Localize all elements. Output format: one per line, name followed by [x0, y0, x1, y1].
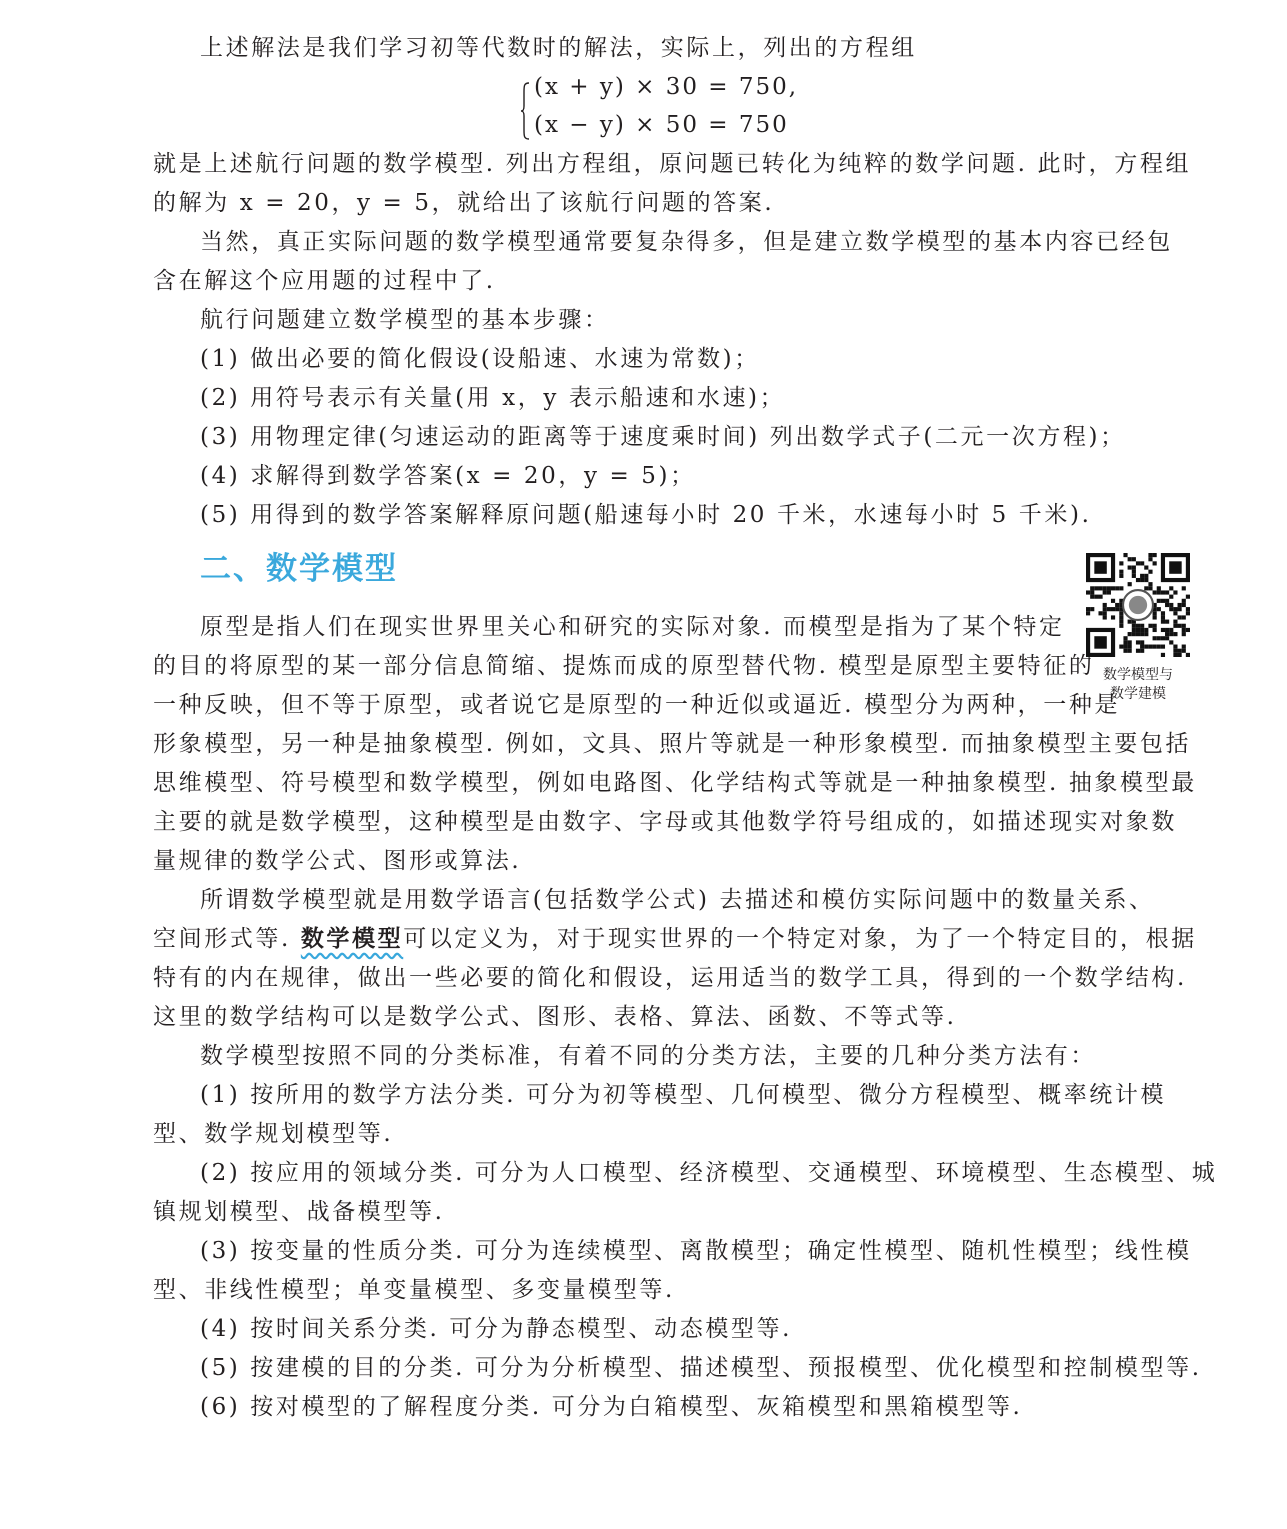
paragraph-classification-intro: 数学模型按照不同的分类标准，有着不同的分类方法，主要的几种分类方法有：	[200, 1043, 1096, 1069]
classification-item: (4) 按时间关系分类. 可分为静态模型、动态模型等.	[200, 1316, 793, 1342]
classification-item: (3) 按变量的性质分类. 可分为连续模型、离散模型；确定性模型、随机性模型；线性模	[200, 1238, 1192, 1264]
paragraph-definition-line2	[153, 924, 1197, 954]
step-item: (3) 用物理定律(匀速运动的距离等于速度乘时间) 列出数学式子(二元一次方程)；	[200, 424, 1126, 450]
paragraph-prototype-line: 主要的就是数学模型，这种模型是由数字、字母或其他数学符号组成的，如描述现实对象数	[153, 809, 1177, 835]
step-item: (2) 用符号表示有关量(用 x，y 表示船速和水速)；	[200, 385, 786, 411]
paragraph-prototype-line: 量规律的数学公式、图形或算法.	[153, 848, 522, 874]
equation-brace	[520, 82, 530, 140]
step-item: (5) 用得到的数学答案解释原问题(船速每小时 20 千米，水速每小时 5 千米).	[200, 502, 1092, 528]
paragraph-intro: 上述解法是我们学习初等代数时的解法，实际上，列出的方程组	[200, 35, 917, 61]
classification-item: (1) 按所用的数学方法分类. 可分为初等模型、几何模型、微分方程模型、概率统计模	[200, 1082, 1167, 1108]
qr-code-icon[interactable]	[1086, 553, 1190, 657]
classification-item: (6) 按对模型的了解程度分类. 可分为白箱模型、灰箱模型和黑箱模型等.	[200, 1394, 1023, 1420]
paragraph-definition-line1: 所谓数学模型就是用数学语言(包括数学公式) 去描述和模仿实际问题中的数量关系、	[200, 887, 1155, 913]
classification-item: (5) 按建模的目的分类. 可分为分析模型、描述模型、预报模型、优化模型和控制模型等.	[200, 1355, 1202, 1381]
steps-intro: 航行问题建立数学模型的基本步骤：	[200, 307, 610, 333]
classification-item-cont: 镇规划模型、战备模型等.	[153, 1199, 445, 1225]
qr-caption-line2: 数学建模	[1110, 686, 1166, 702]
paragraph-definition-line4: 这里的数学结构可以是数学公式、图形、表格、算法、函数、不等式等.	[153, 1004, 957, 1030]
classification-item-cont: 型、非线性模型；单变量模型、多变量模型等.	[153, 1277, 675, 1303]
equation-2: (x − y) × 50 = 750	[534, 112, 789, 138]
step-item: (4) 求解得到数学答案(x = 20，y = 5)；	[200, 463, 696, 489]
paragraph-note-line2: 含在解这个应用题的过程中了.	[153, 268, 496, 294]
paragraph-prototype-line: 原型是指人们在现实世界里关心和研究的实际对象. 而模型是指为了某个特定	[200, 614, 1065, 640]
section-heading: 二、数学模型	[200, 551, 398, 587]
paragraph-definition-line3: 特有的内在规律，做出一些必要的简化和假设，运用适当的数学工具，得到的一个数学结构.	[153, 965, 1187, 991]
step-item: (1) 做出必要的简化假设(设船速、水速为常数)；	[200, 346, 760, 372]
paragraph-note-line1: 当然，真正实际问题的数学模型通常要复杂得多，但是建立数学模型的基本内容已经包	[200, 229, 1173, 255]
classification-item: (2) 按应用的领域分类. 可分为人口模型、经济模型、交通模型、环境模型、生态模型、城	[200, 1160, 1218, 1186]
paragraph-prototype-line: 的目的将原型的某一部分信息简缩、提炼而成的原型替代物. 模型是原型主要特征的	[153, 653, 1095, 679]
paragraph-prototype-line: 形象模型，另一种是抽象模型. 例如，文具、照片等就是一种形象模型. 而抽象模型主要包括	[153, 731, 1192, 757]
paragraph-model-line1: 就是上述航行问题的数学模型. 列出方程组，原问题已转化为纯粹的数学问题. 此时，方程组	[153, 151, 1192, 177]
paragraph-model-line2: 的解为 x = 20，y = 5，就给出了该航行问题的答案.	[153, 190, 775, 216]
paragraph-prototype-line: 一种反映，但不等于原型，或者说它是原型的一种近似或逼近. 模型分为两种，一种是	[153, 692, 1121, 718]
equation-1: (x + y) × 30 = 750,	[534, 74, 799, 100]
key-term: 数学模型	[300, 926, 404, 952]
paragraph-prototype-line: 思维模型、符号模型和数学模型，例如电路图、化学结构式等就是一种抽象模型. 抽象模型最	[153, 770, 1197, 796]
definition-suffix: 可以定义为，对于现实世界的一个特定对象，为了一个特定目的，根据	[403, 926, 1197, 952]
definition-prefix: 空间形式等.	[153, 926, 301, 952]
classification-item-cont: 型、数学规划模型等.	[153, 1121, 394, 1147]
qr-caption-line1: 数学模型与	[1103, 667, 1173, 683]
